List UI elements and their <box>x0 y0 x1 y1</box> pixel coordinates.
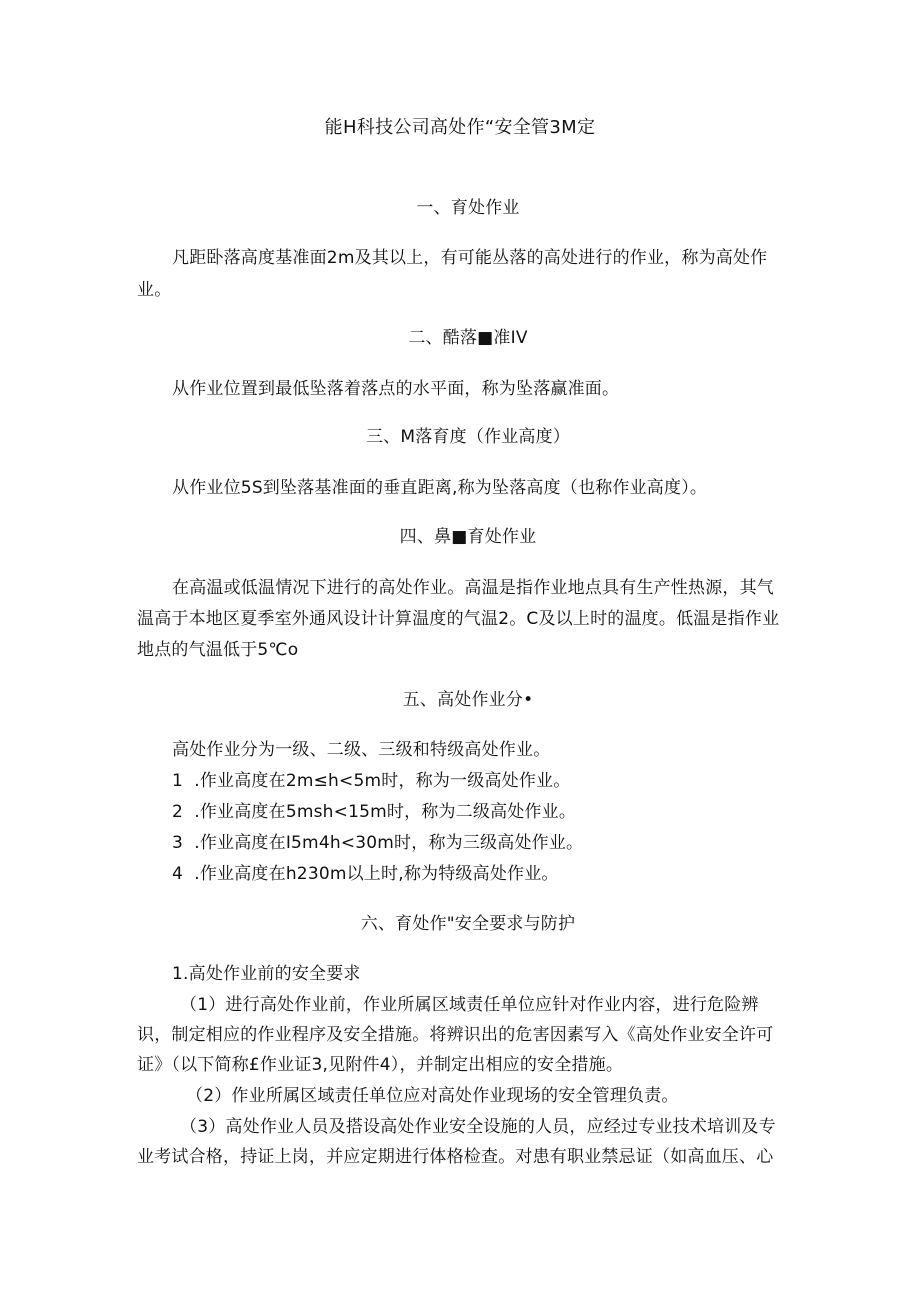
list-item: 1 .作业高度在2m≤h<5m时，称为一级高处作业。 <box>172 771 571 791</box>
list-item: 2 .作业高度在5msh<15m时，称为二级高处作业。 <box>172 802 577 822</box>
paragraph-line: 证》（以下简称£作业证3,见附件4），并制定出相应的安全措施。 <box>137 1055 624 1075</box>
document-title: 能H科技公司高处作“安全管3M定 <box>324 117 596 138</box>
paragraph-line: 从作业位置到最低坠落着落点的水平面，称为坠落赢准面。 <box>172 379 620 399</box>
section-heading-3: 三、M落育度（作业高度） <box>365 427 571 447</box>
list-item: 3 .作业高度在I5m4h<30m时，称为三级高处作业。 <box>172 833 584 853</box>
paragraph-line: 在高温或低温情况下进行的高处作业。高温是指作业地点具有生产性热源，其气 <box>172 578 774 598</box>
section-heading-1: 一、育处作业 <box>416 198 520 218</box>
paragraph-line: （3）高处作业人员及搭设高处作业安全设施的人员，应经过专业技术培训及专 <box>180 1117 776 1137</box>
paragraph-line: 识，制定相应的作业程序及安全措施。将辨识出的危害因素写入《高处作业安全许可 <box>137 1025 774 1045</box>
subheading: 1.高处作业前的安全要求 <box>172 964 361 984</box>
paragraph-line: 业。 <box>137 280 172 300</box>
section-heading-5: 五、高处作业分• <box>402 690 534 710</box>
paragraph-line: （2）作业所属区域责任单位应对高处作业现场的安全管理负责。 <box>186 1086 679 1106</box>
section-heading-2: 二、酷落■准IV <box>408 328 528 348</box>
paragraph-line: 地点的气温低于5℃o <box>137 640 299 660</box>
paragraph-line: 从作业位5S到坠落基准面的垂直距离,称为坠落高度（也称作业高度）。 <box>172 478 708 498</box>
section-heading-6: 六、育处作"安全要求与防护 <box>360 914 576 934</box>
paragraph-line: 高处作业分为一级、二级、三级和特级高处作业。 <box>172 740 551 760</box>
paragraph-line: （1）进行高处作业前，作业所属区域责任单位应针对作业内容，进行危险辨 <box>180 995 759 1015</box>
list-item: 4 .作业高度在h230m以上时,称为特级高处作业。 <box>172 864 559 884</box>
paragraph-line: 业考试合格，持证上岗，并应定期进行体格检查。对患有职业禁忌证（如高血压、心 <box>137 1147 774 1167</box>
section-heading-4: 四、鼻■育处作业 <box>399 527 537 547</box>
paragraph-line: 温高于本地区夏季室外通风设计计算温度的气温2。C及以上时的温度。低温是指作业 <box>137 609 780 629</box>
paragraph-line: 凡距卧落高度基准面2m及其以上，有可能丛落的高处进行的作业，称为高处作 <box>172 248 768 268</box>
